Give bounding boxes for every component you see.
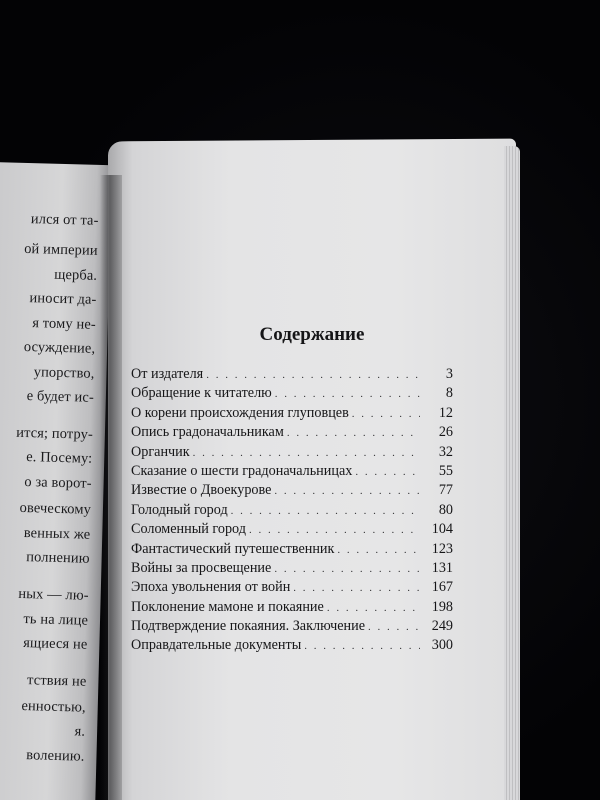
toc-entry-page-number: 300: [431, 637, 453, 654]
left-page-text-line: енностью,: [21, 698, 86, 716]
toc-entry: [131, 618, 453, 637]
left-page-text-line: ился от та-: [30, 211, 99, 229]
toc-entry-page-number: 167: [431, 579, 453, 596]
toc-dot-leader: [355, 466, 420, 478]
toc-dot-leader: [231, 505, 420, 517]
left-page-text-line: иносит да-: [29, 290, 97, 308]
left-page-text-line: волению.: [26, 747, 85, 765]
left-page-text-line: овеческому: [19, 499, 92, 518]
toc-entry-title: Голодный город: [131, 501, 228, 518]
toc-entry: [131, 579, 453, 598]
toc-entry: [131, 463, 453, 482]
left-page-text-line: тствия не: [26, 672, 87, 690]
left-page-text-line: ть на лице: [23, 611, 89, 629]
left-page-text-line: е будет ис-: [26, 388, 95, 406]
toc-entry-title: Известие о Двоекурове: [131, 482, 272, 499]
toc-entry-title: Поклонение мамоне и покаяние: [131, 598, 324, 615]
book-gutter: [100, 175, 122, 800]
left-page-text-line: осуждение,: [23, 338, 96, 357]
toc-dot-leader: [206, 369, 420, 381]
left-page-text-line: ных — лю-: [18, 585, 89, 604]
left-page-text-line: ящиеся не: [22, 635, 88, 653]
left-page-text-line: я тому не-: [32, 315, 96, 333]
toc-entry-page-number: 123: [431, 540, 453, 557]
left-page-text-line: полнению: [26, 549, 90, 567]
toc-entry-page-number: 77: [438, 482, 453, 499]
toc-dot-leader: [368, 621, 420, 633]
toc-entry: [131, 385, 453, 404]
toc-entry: [131, 541, 453, 560]
toc-entry-title: Опись градоначальникам: [131, 424, 284, 441]
left-page-text-line: о за ворот-: [24, 474, 92, 492]
toc-entry: [131, 521, 453, 540]
toc-entry-title: Эпоха увольнения от войн: [131, 579, 291, 596]
toc-entry-title: Соломенный город: [131, 521, 246, 538]
toc-entry-title: Сказание о шести градоначальницах: [131, 462, 353, 479]
toc-entry-page-number: 8: [445, 385, 453, 402]
left-page-text-line: е. Посему:: [25, 449, 93, 467]
toc-dot-leader: [293, 582, 420, 594]
toc-dot-leader: [337, 544, 420, 556]
toc-entry: [131, 444, 453, 463]
toc-entry-title: Фантастический путешественник: [131, 540, 335, 557]
toc-dot-leader: [193, 447, 420, 459]
toc-title: Содержание: [259, 324, 365, 345]
toc-dot-leader: [275, 388, 420, 400]
toc-entry-page-number: 55: [438, 462, 453, 479]
left-page-text-line: щерба.: [53, 266, 98, 284]
toc-entry-page-number: 198: [431, 598, 453, 615]
toc-entry-title: Органчик: [131, 443, 190, 460]
toc-dot-leader: [287, 427, 420, 439]
toc-entry-page-number: 80: [438, 501, 453, 518]
toc-entry-title: Войны за просвещение: [131, 559, 272, 576]
left-page-text-line: упорство,: [33, 364, 95, 382]
toc-entry-page-number: 104: [431, 521, 453, 538]
toc-dot-leader: [249, 524, 420, 536]
toc-entry-page-number: 131: [431, 559, 453, 576]
toc-entry-title: От издателя: [131, 366, 204, 382]
toc-entry: [131, 366, 453, 385]
toc-entry-title: О корени происхождения глуповцев: [131, 404, 349, 421]
toc-entry-title: Обращение к читателю: [131, 385, 272, 402]
toc-entry-title: Оправдательные документы: [131, 637, 302, 654]
toc-entry: [131, 405, 453, 424]
toc-entry: [131, 482, 453, 501]
toc-dot-leader: [274, 485, 420, 497]
toc-entry-title: Подтверждение покаяния. Заключение: [131, 618, 366, 635]
left-page-text-line: ится; потру-: [16, 424, 94, 443]
toc-entry-page-number: 249: [431, 618, 453, 635]
left-page-text-line: венных же: [23, 525, 91, 543]
left-page-text-line: ой империи: [23, 240, 98, 259]
page-edges: [504, 146, 520, 800]
left-page: [0, 162, 112, 800]
toc-dot-leader: [327, 602, 420, 614]
toc-dot-leader: [352, 408, 420, 420]
toc-entry-page-number: 3: [445, 366, 453, 382]
toc-entry: [131, 502, 453, 521]
toc-entry: [131, 424, 453, 443]
toc-entry: [131, 560, 453, 579]
toc-dot-leader: [304, 640, 420, 652]
toc-dot-leader: [274, 563, 420, 575]
left-page-text-line: я.: [74, 723, 86, 740]
toc-entry-page-number: 26: [438, 424, 453, 441]
toc-entry: [131, 637, 453, 656]
toc-entry-page-number: 32: [438, 443, 453, 460]
toc-entry: [131, 599, 453, 618]
toc-entry-page-number: 12: [438, 404, 453, 421]
table-of-contents: [131, 366, 453, 657]
